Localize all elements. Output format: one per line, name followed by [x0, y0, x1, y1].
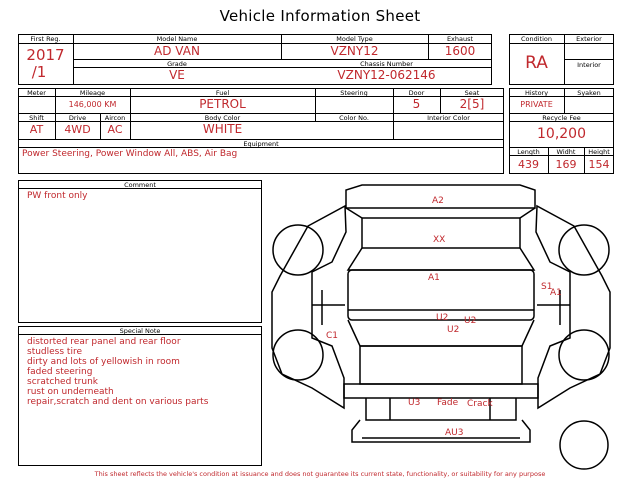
- recycle-fee-label: Recycle Fee: [542, 114, 581, 122]
- door-label: Door: [408, 89, 425, 97]
- mileage-label: Mileage: [79, 89, 106, 97]
- aircon-label: Aircon: [104, 114, 126, 122]
- equipment-label: Equipment: [243, 140, 279, 148]
- recycle-fee: 10,200: [537, 126, 586, 142]
- mark-xx: XX: [433, 235, 446, 245]
- special-note-item: repair,scratch and dent on various parts: [27, 397, 209, 407]
- exterior-label: Exterior: [576, 35, 602, 43]
- model-name-label: Model Name: [156, 35, 198, 43]
- grade: VE: [169, 68, 185, 82]
- mark-a1-side: A1: [550, 288, 562, 298]
- spare-tire: [560, 421, 608, 469]
- model-name: AD VAN: [154, 44, 200, 58]
- history: PRIVATE: [520, 100, 553, 109]
- special-note-item: studless tire: [27, 347, 82, 357]
- mark-fade: Fade: [437, 398, 459, 408]
- mark-crack: Crack: [467, 399, 493, 409]
- fuel-label: Fuel: [215, 89, 230, 97]
- length: 439: [518, 158, 539, 171]
- width: 169: [555, 158, 577, 171]
- mileage: 146,000 KM: [68, 100, 117, 109]
- disclaimer-footer: This sheet reflects the vehicle's condition at issuance and does not guarantee its current state, functionality, or suitability for any purpose: [94, 470, 546, 478]
- rear-bumper: [344, 384, 538, 398]
- special-note-item: distorted rear panel and rear floor: [27, 337, 181, 347]
- wheel-front-right: [559, 225, 609, 275]
- exhaust: 1600: [444, 44, 476, 58]
- comment-text: PW front only: [27, 191, 88, 201]
- height: 154: [588, 158, 610, 171]
- rear-cargo: [360, 346, 522, 384]
- first-reg-label: First Reg.: [30, 35, 61, 43]
- seat-label: Seat: [464, 89, 480, 97]
- interior-color-label: Interior Color: [427, 114, 470, 122]
- aircon: AC: [107, 123, 123, 136]
- syaken-label: Syaken: [577, 89, 601, 97]
- mark-a2: A2: [432, 196, 444, 206]
- body-color: WHITE: [202, 122, 243, 136]
- interior-label: Interior: [577, 61, 601, 69]
- rear-glass: [348, 320, 534, 346]
- model-type: VZNY12: [330, 44, 379, 58]
- windshield: [348, 248, 534, 270]
- mark-u2-a: U2: [436, 313, 449, 323]
- height-label: Height: [588, 148, 610, 156]
- sheet-title: Vehicle Information Sheet: [219, 7, 421, 25]
- width-label: Widht: [556, 148, 576, 156]
- drive-label: Drive: [68, 114, 87, 122]
- chassis-number: VZNY12-062146: [337, 68, 436, 82]
- mark-s1: S1: [541, 282, 553, 292]
- door: 5: [412, 97, 421, 111]
- equipment: Power Steering, Power Window All, ABS, Air Bag: [22, 149, 238, 159]
- model-type-label: Model Type: [336, 35, 373, 43]
- special-note-item: rust on underneath: [27, 387, 114, 397]
- drive: 4WD: [64, 123, 91, 136]
- special-note-item: faded steering: [27, 367, 93, 377]
- chassis-label: Chassis Number: [360, 60, 413, 68]
- meter-label: Meter: [27, 89, 46, 97]
- mark-c1: C1: [326, 331, 339, 341]
- mark-u2-c: U2: [447, 325, 460, 335]
- first-reg-month: /1: [31, 63, 47, 81]
- wheel-rear-left: [273, 330, 323, 380]
- color-no-label: Color No.: [339, 114, 369, 122]
- wheel-front-left: [273, 225, 323, 275]
- condition-grade: RA: [525, 53, 548, 73]
- mark-a1-roof: A1: [428, 273, 440, 283]
- first-reg-year: 2017: [26, 46, 65, 64]
- length-label: Length: [517, 148, 540, 156]
- body-color-label: Body Color: [204, 114, 241, 122]
- exhaust-label: Exhaust: [446, 35, 474, 43]
- comment-label: Comment: [124, 181, 156, 189]
- grade-label: Grade: [167, 60, 187, 68]
- wheel-rear-right: [559, 330, 609, 380]
- mark-au3: AU3: [445, 428, 464, 438]
- fuel: PETROL: [199, 97, 246, 111]
- condition-label: Condition: [520, 35, 553, 43]
- shift: AT: [29, 123, 44, 136]
- mark-u3: U3: [408, 398, 421, 408]
- special-note-label: Special Note: [119, 327, 161, 335]
- history-label: History: [524, 89, 549, 97]
- seat: 2[5]: [459, 97, 485, 111]
- special-note-item: scratched trunk: [27, 377, 98, 387]
- steering-label: Steering: [340, 89, 368, 97]
- special-note-item: dirty and lots of yellowish in room: [27, 357, 180, 367]
- mark-u2-b: U2: [464, 316, 477, 326]
- shift-label: Shift: [29, 114, 44, 122]
